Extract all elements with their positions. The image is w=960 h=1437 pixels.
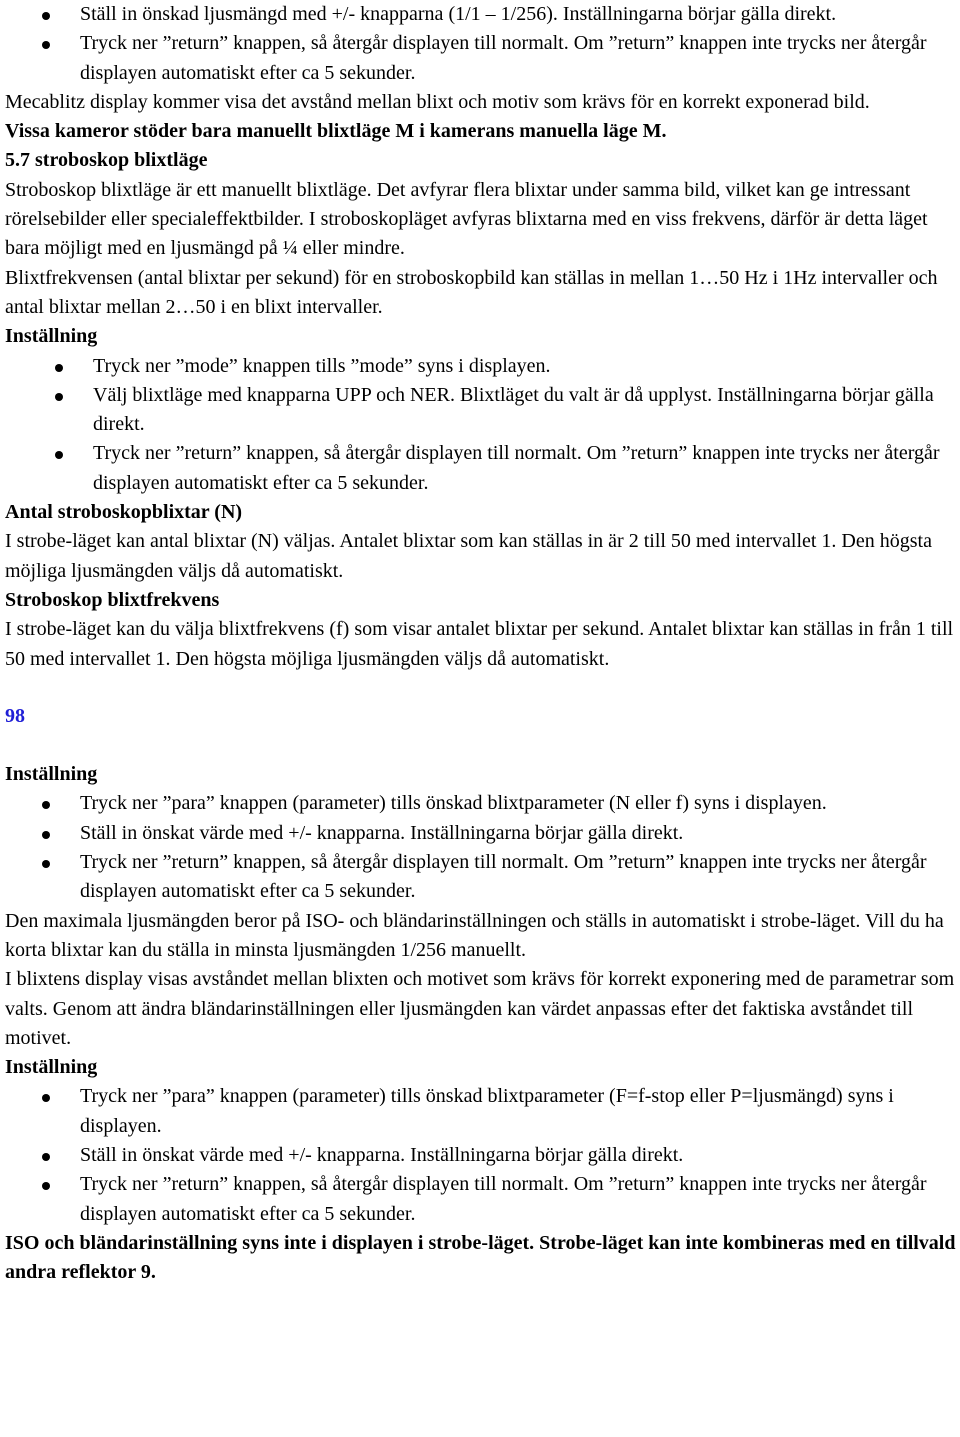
list-item — [5, 848, 957, 907]
vissa-kameror-note: Vissa kameror stöder bara manuellt blixtläge M i kamerans manuella läge M. — [5, 120, 667, 143]
bullet-icon — [42, 801, 50, 809]
list-item — [5, 1170, 957, 1229]
bullet-list-2 — [5, 352, 957, 498]
list-item — [5, 439, 957, 498]
list-item — [5, 352, 957, 381]
list-item — [5, 819, 957, 848]
bullet-icon — [42, 12, 50, 20]
list-item-text: Tryck ner ”return” knappen, så återgår displayen till normalt. Om ”return” knappen inte trycks ner återgår displayen automatiskt efter ca 5 sekunder. — [80, 1173, 927, 1225]
page-number: 98 — [5, 704, 25, 727]
bullet-icon — [55, 393, 63, 401]
frekvens-body-paragraph: I strobe-läget kan du välja blixtfrekvens (f) som visar antalet blixtar per sekund. Antalet blixtar kan ställas in från 1 till 50 med intervallet 1. Den högsta möjliga ljusmängden väljs då automatiskt. — [5, 618, 954, 670]
list-item-text: Tryck ner ”para” knappen (parameter) tills önskad blixtparameter (N eller f) syns i displayen. — [80, 792, 827, 815]
bullet-icon — [42, 1153, 50, 1161]
section-57-heading: 5.7 stroboskop blixtläge — [5, 149, 208, 172]
antal-heading: Antal stroboskopblixtar (N) — [5, 501, 243, 524]
list-item — [5, 0, 957, 29]
installning-heading-1: Inställning — [5, 325, 98, 348]
list-item-text: Tryck ner ”return” knappen, så återgår displayen till normalt. Om ”return” knappen inte trycks ner återgår displayen automatiskt efter ca 5 sekunder. — [80, 851, 927, 903]
bullet-icon — [55, 364, 63, 372]
list-item — [5, 789, 957, 818]
list-item-text: Välj blixtläge med knapparna UPP och NER. Blixtläget du valt är då upplyst. Inställningarna börjar gälla direkt. — [93, 383, 934, 436]
list-item — [5, 381, 957, 440]
final-note: ISO och bländarinställning syns inte i displayen i strobe-läget. Strobe-läget kan inte kombineras med en tillvald andra reflektor 9. — [5, 1231, 956, 1284]
bullet-list-1 — [5, 0, 957, 88]
installning-heading-2: Inställning — [5, 763, 98, 786]
frekvens-heading: Stroboskop blixtfrekvens — [5, 588, 220, 611]
list-item-text: Ställ in önskat värde med +/- knapparna. Inställningarna börjar gälla direkt. — [80, 1143, 684, 1166]
list-item-text: Ställ in önskad ljusmängd med +/- knapparna (1/1 – 1/256). Inställningarna börjar gälla direkt. — [80, 3, 837, 25]
list-item-text: Ställ in önskat värde med +/- knapparna. Inställningarna börjar gälla direkt. — [80, 821, 684, 844]
document-page — [5, 0, 957, 1287]
list-item-text: Tryck ner ”return” knappen, så återgår displayen till normalt. Om ”return” knappen inte trycks ner återgår displayen automatiskt efter ca 5 sekunder. — [80, 32, 927, 84]
bullet-icon — [55, 451, 63, 459]
strobe-intro-paragraph: Stroboskop blixtläge är ett manuellt blixtläge. Det avfyrar flera blixtar under samma bild, vilket kan ge intressant rörelsebilder eller specialeffektbilder. I stroboskopläget avfyras blixtarna med en viss frekvens, därför är detta läget bara möjligt med en ljusmängd på ¼ eller mindre. — [5, 178, 928, 260]
mecablitz-paragraph: Mecablitz display kommer visa det avstånd mellan blixt och motiv som krävs för en korrekt exponerad bild. — [5, 90, 870, 113]
bullet-icon — [42, 831, 50, 839]
bullet-list-3 — [5, 789, 957, 906]
frekvens-paragraph: Blixtfrekvensen (antal blixtar per sekund) för en stroboskopbild kan ställas in mellan 1…50 Hz i 1Hz intervaller och antal blixtar mellan 2…50 i en blixt intervaller. — [5, 266, 938, 318]
antal-paragraph: I strobe-läget kan antal blixtar (N) väljas. Antalet blixtar som kan ställas in är 2 till 50 med intervallet 1. Den högsta möjliga ljusmängden väljs då automatiskt. — [5, 530, 932, 582]
installning-heading-3: Inställning — [5, 1056, 98, 1079]
bullet-icon — [42, 41, 50, 49]
list-item-text: Tryck ner ”para” knappen (parameter) tills önskad blixtparameter (F=f-stop eller P=ljusmängd) syns i displayen. — [80, 1085, 894, 1137]
list-item — [5, 29, 957, 88]
bullet-icon — [42, 1182, 50, 1190]
list-item-text: Tryck ner ”return” knappen, så återgår displayen till normalt. Om ”return” knappen inte trycks ner återgår displayen automatiskt efter ca 5 sekunder. — [93, 442, 940, 494]
bullet-icon — [42, 1094, 50, 1102]
bullet-list-4 — [5, 1082, 957, 1228]
list-item — [5, 1141, 957, 1170]
bullet-icon — [42, 860, 50, 868]
display-paragraph: I blixtens display visas avståndet mellan blixten och motivet som krävs för korrekt exponering med de parametrar som valts. Genom att ändra bländarinställningen eller ljusmängden kan värdet anpassas efter det faktiska avståndet till motivet. — [5, 968, 955, 1049]
list-item-text: Tryck ner ”mode” knappen tills ”mode” syns i displayen. — [93, 354, 551, 377]
maximala-paragraph: Den maximala ljusmängden beror på ISO- och bländarinställningen och ställs in automatiskt i strobe-läget. Vill du ha korta blixtar kan du ställa in minsta ljusmängden 1/256 manuellt. — [5, 909, 944, 961]
list-item — [5, 1082, 957, 1141]
